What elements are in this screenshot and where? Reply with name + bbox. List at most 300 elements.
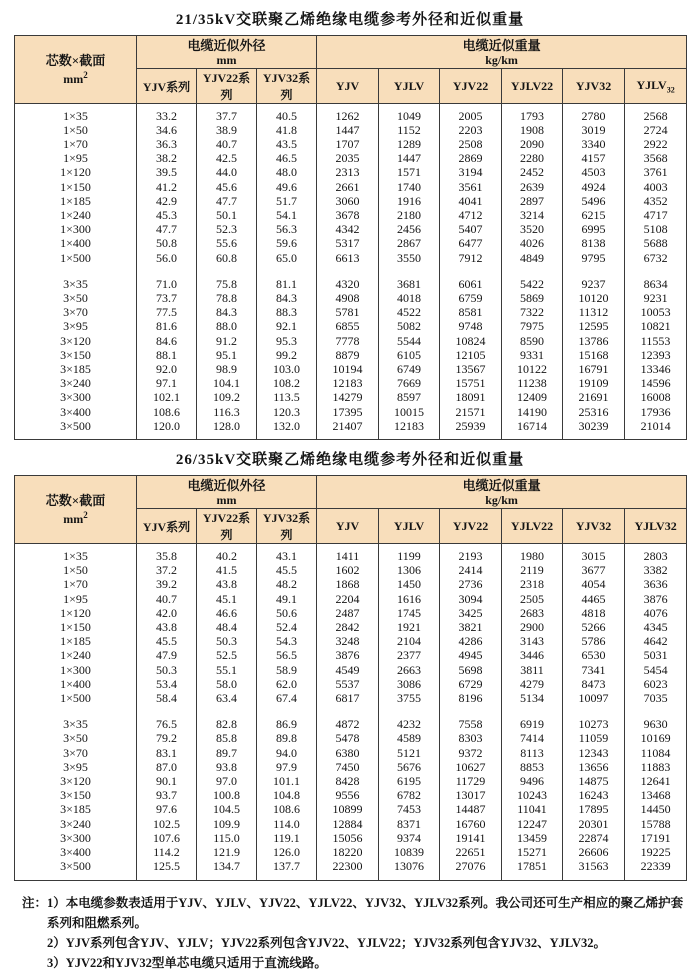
value-cell: 100.8 — [197, 788, 257, 802]
value-cell: 84.3 — [197, 305, 257, 319]
spec-cell: 1×300 — [15, 222, 137, 236]
value-cell: 10015 — [379, 405, 440, 419]
value-cell: 8597 — [379, 390, 440, 404]
value-cell: 60.8 — [197, 251, 257, 265]
value-cell: 4642 — [625, 634, 687, 648]
value-cell: 10120 — [563, 291, 625, 305]
spec-cell: 1×50 — [15, 563, 137, 577]
notes — [22, 893, 686, 973]
value-cell: 87.0 — [137, 760, 197, 774]
table-row — [15, 251, 687, 265]
value-cell: 3811 — [502, 663, 563, 677]
spec-cell: 1×50 — [15, 123, 137, 137]
value-cell: 2639 — [502, 180, 563, 194]
table-row — [15, 845, 687, 859]
value-cell: 36.3 — [137, 137, 197, 151]
value-cell: 108.2 — [257, 376, 317, 390]
value-cell: 3568 — [625, 151, 687, 165]
value-cell: 2180 — [379, 208, 440, 222]
value-cell: 9372 — [440, 746, 502, 760]
value-cell: 12595 — [563, 319, 625, 333]
value-cell: 1049 — [379, 109, 440, 123]
cable-table-section-21-35kv — [14, 5, 686, 440]
value-cell: 30239 — [563, 419, 625, 433]
table-row — [15, 109, 687, 123]
value-cell: 4924 — [563, 180, 625, 194]
value-cell: 3678 — [317, 208, 379, 222]
table-row — [15, 222, 687, 236]
value-cell: 4279 — [502, 677, 563, 691]
value-cell: 12393 — [625, 348, 687, 362]
value-cell: 1289 — [379, 137, 440, 151]
value-cell: 104.1 — [197, 376, 257, 390]
value-cell: 8590 — [502, 334, 563, 348]
value-cell: 52.4 — [257, 620, 317, 634]
value-cell: 2487 — [317, 606, 379, 620]
table-header — [15, 36, 687, 104]
spacer-cell — [440, 433, 502, 440]
table-row — [15, 165, 687, 179]
spacer-cell — [440, 705, 502, 717]
value-cell: 59.6 — [257, 236, 317, 250]
value-cell: 94.0 — [257, 746, 317, 760]
value-cell: 56.3 — [257, 222, 317, 236]
value-cell: 104.8 — [257, 788, 317, 802]
value-cell: 45.1 — [197, 592, 257, 606]
weight-column-header: YJV — [317, 69, 379, 104]
value-cell: 12183 — [379, 419, 440, 433]
spacer-row — [15, 433, 687, 440]
value-cell: 12105 — [440, 348, 502, 362]
value-cell: 16714 — [502, 419, 563, 433]
value-cell: 3060 — [317, 194, 379, 208]
spec-cell: 1×500 — [15, 251, 137, 265]
table-row — [15, 563, 687, 577]
value-cell: 38.2 — [137, 151, 197, 165]
table-row — [15, 291, 687, 305]
value-cell: 1745 — [379, 606, 440, 620]
value-cell: 11312 — [563, 305, 625, 319]
value-cell: 1306 — [379, 563, 440, 577]
value-cell: 2922 — [625, 137, 687, 151]
value-cell: 49.6 — [257, 180, 317, 194]
value-cell: 7414 — [502, 731, 563, 745]
value-cell: 6782 — [379, 788, 440, 802]
table-row — [15, 788, 687, 802]
spacer-cell — [563, 433, 625, 440]
value-cell: 2508 — [440, 137, 502, 151]
value-cell: 3248 — [317, 634, 379, 648]
spacer-row — [15, 873, 687, 880]
table-row — [15, 194, 687, 208]
spec-cell: 1×120 — [15, 606, 137, 620]
value-cell: 5676 — [379, 760, 440, 774]
spacer-cell — [257, 265, 317, 277]
notes-items — [47, 893, 686, 973]
table-row — [15, 208, 687, 222]
value-cell: 2377 — [379, 648, 440, 662]
value-cell: 4717 — [625, 208, 687, 222]
value-cell: 93.8 — [197, 760, 257, 774]
value-cell: 45.6 — [197, 180, 257, 194]
value-cell: 9331 — [502, 348, 563, 362]
value-cell: 44.0 — [197, 165, 257, 179]
spec-unit-sup: 2 — [83, 70, 88, 80]
spacer-cell — [257, 705, 317, 717]
value-cell: 67.4 — [257, 691, 317, 705]
value-cell: 49.1 — [257, 592, 317, 606]
value-cell: 7450 — [317, 760, 379, 774]
value-cell: 2803 — [625, 549, 687, 563]
value-cell: 4522 — [379, 305, 440, 319]
value-cell: 43.5 — [257, 137, 317, 151]
value-cell: 2090 — [502, 137, 563, 151]
table-title: 21/35kV交联聚乙烯绝缘电缆参考外径和近似重量 — [175, 12, 525, 28]
value-cell: 4286 — [440, 634, 502, 648]
diameter-group-header — [137, 36, 317, 69]
table-row — [15, 277, 687, 291]
spacer-cell — [502, 265, 563, 277]
value-cell: 18220 — [317, 845, 379, 859]
table-row — [15, 362, 687, 376]
group-unit: kg/km — [485, 492, 518, 507]
value-cell: 2414 — [440, 563, 502, 577]
value-cell: 3446 — [502, 648, 563, 662]
value-cell: 10821 — [625, 319, 687, 333]
group-label: 电缆近似外径 — [187, 37, 266, 53]
spec-cell: 3×120 — [15, 774, 137, 788]
value-cell: 88.1 — [137, 348, 197, 362]
value-cell: 5317 — [317, 236, 379, 250]
table-row — [15, 151, 687, 165]
value-cell: 39.5 — [137, 165, 197, 179]
value-cell: 1916 — [379, 194, 440, 208]
value-cell: 63.4 — [197, 691, 257, 705]
value-cell: 6855 — [317, 319, 379, 333]
table-row — [15, 419, 687, 433]
spec-cell: 3×95 — [15, 319, 137, 333]
table-title: 26/35kV交联聚乙烯绝缘电缆参考外径和近似重量 — [175, 452, 525, 469]
spec-cell: 3×240 — [15, 817, 137, 831]
value-cell: 25316 — [563, 405, 625, 419]
spec-cell: 3×50 — [15, 731, 137, 745]
value-cell: 5537 — [317, 677, 379, 691]
value-cell: 120.0 — [137, 419, 197, 433]
value-cell: 7669 — [379, 376, 440, 390]
value-cell: 22300 — [317, 859, 379, 873]
value-cell: 95.3 — [257, 334, 317, 348]
value-cell: 1571 — [379, 165, 440, 179]
value-cell: 1199 — [379, 549, 440, 563]
value-cell: 93.7 — [137, 788, 197, 802]
spacer-cell — [625, 265, 687, 277]
spec-cell: 3×185 — [15, 362, 137, 376]
value-cell: 17191 — [625, 831, 687, 845]
value-cell: 58.9 — [257, 663, 317, 677]
value-cell: 17395 — [317, 405, 379, 419]
value-cell: 12409 — [502, 390, 563, 404]
spec-cell: 1×150 — [15, 620, 137, 634]
value-cell: 10899 — [317, 802, 379, 816]
value-cell: 8634 — [625, 277, 687, 291]
value-cell: 55.6 — [197, 236, 257, 250]
spacer-cell — [137, 705, 197, 717]
weight-column-header: YJLV — [379, 69, 440, 104]
value-cell: 4818 — [563, 606, 625, 620]
value-cell: 4908 — [317, 291, 379, 305]
value-cell: 2568 — [625, 109, 687, 123]
value-cell: 6817 — [317, 691, 379, 705]
spacer-cell — [379, 265, 440, 277]
value-cell: 120.3 — [257, 405, 317, 419]
value-cell: 39.2 — [137, 577, 197, 591]
value-cell: 6749 — [379, 362, 440, 376]
value-cell: 41.5 — [197, 563, 257, 577]
spacer-cell — [563, 265, 625, 277]
spacer-cell — [502, 873, 563, 880]
value-cell: 102.1 — [137, 390, 197, 404]
value-cell: 21691 — [563, 390, 625, 404]
value-cell: 81.6 — [137, 319, 197, 333]
weight-column-header: YJLV22 — [502, 509, 563, 544]
value-cell: 17851 — [502, 859, 563, 873]
table-row — [15, 137, 687, 151]
spec-unit: $mm^2$ — [63, 510, 88, 527]
value-cell: 5544 — [379, 334, 440, 348]
value-cell: 1447 — [379, 151, 440, 165]
value-cell: 6195 — [379, 774, 440, 788]
value-cell: 5698 — [440, 663, 502, 677]
value-cell: 45.5 — [137, 634, 197, 648]
value-cell: 8371 — [379, 817, 440, 831]
value-cell: 7975 — [502, 319, 563, 333]
value-cell: 10824 — [440, 334, 502, 348]
spacer-cell — [625, 873, 687, 880]
spacer-cell — [197, 873, 257, 880]
value-cell: 14279 — [317, 390, 379, 404]
value-cell: 47.9 — [137, 648, 197, 662]
value-cell: 15056 — [317, 831, 379, 845]
value-cell: 7341 — [563, 663, 625, 677]
value-cell: 2842 — [317, 620, 379, 634]
spec-cell: 3×500 — [15, 859, 137, 873]
spec-label: 芯数×截面 — [45, 53, 106, 68]
value-cell: 54.3 — [257, 634, 317, 648]
value-cell: 132.0 — [257, 419, 317, 433]
value-cell: 11238 — [502, 376, 563, 390]
spec-cell: 1×150 — [15, 180, 137, 194]
value-cell: 92.0 — [137, 362, 197, 376]
value-cell: 17936 — [625, 405, 687, 419]
value-cell: 109.9 — [197, 817, 257, 831]
spec-cell: 3×95 — [15, 760, 137, 774]
value-cell: 4054 — [563, 577, 625, 591]
table-row — [15, 334, 687, 348]
value-cell: 4157 — [563, 151, 625, 165]
value-cell: 1707 — [317, 137, 379, 151]
value-cell: 4503 — [563, 165, 625, 179]
value-cell: 42.0 — [137, 606, 197, 620]
value-cell: 13567 — [440, 362, 502, 376]
spacer-cell — [317, 873, 379, 880]
value-cell: 128.0 — [197, 419, 257, 433]
value-cell: 6477 — [440, 236, 502, 250]
value-cell: 7035 — [625, 691, 687, 705]
value-cell: 47.7 — [197, 194, 257, 208]
value-cell: 37.2 — [137, 563, 197, 577]
value-cell: 3019 — [563, 123, 625, 137]
value-cell: 4352 — [625, 194, 687, 208]
table-row — [15, 717, 687, 731]
table-row — [15, 606, 687, 620]
value-cell: 73.7 — [137, 291, 197, 305]
value-cell: 6613 — [317, 251, 379, 265]
value-cell: 58.0 — [197, 677, 257, 691]
spacer-cell — [15, 705, 137, 717]
table-row — [15, 376, 687, 390]
value-cell: 10243 — [502, 788, 563, 802]
value-cell: 1450 — [379, 577, 440, 591]
value-cell: 5786 — [563, 634, 625, 648]
value-cell: 17895 — [563, 802, 625, 816]
value-cell: 4849 — [502, 251, 563, 265]
value-cell: 26606 — [563, 845, 625, 859]
table-row — [15, 760, 687, 774]
value-cell: 7778 — [317, 334, 379, 348]
value-cell: 35.8 — [137, 549, 197, 563]
table-row — [15, 319, 687, 333]
value-cell: 90.1 — [137, 774, 197, 788]
value-cell: 10194 — [317, 362, 379, 376]
table-row — [15, 802, 687, 816]
spacer-cell — [257, 873, 317, 880]
value-cell: 51.7 — [257, 194, 317, 208]
value-cell: 6732 — [625, 251, 687, 265]
spec-cell: 3×120 — [15, 334, 137, 348]
value-cell: 16791 — [563, 362, 625, 376]
spacer-cell — [137, 873, 197, 880]
value-cell: 19109 — [563, 376, 625, 390]
weight-column-header: YJLV — [379, 509, 440, 544]
value-cell: 55.1 — [197, 663, 257, 677]
value-cell: 88.0 — [197, 319, 257, 333]
cable-spec-table — [14, 475, 687, 880]
value-cell: 11059 — [563, 731, 625, 745]
value-cell: 85.8 — [197, 731, 257, 745]
value-cell: 52.5 — [197, 648, 257, 662]
spec-header — [15, 476, 137, 544]
value-cell: 22651 — [440, 845, 502, 859]
value-cell: 1740 — [379, 180, 440, 194]
table-row — [15, 305, 687, 319]
value-cell: 88.3 — [257, 305, 317, 319]
value-cell: 14596 — [625, 376, 687, 390]
value-cell: 76.5 — [137, 717, 197, 731]
diameter-column-header: YJV系列 — [137, 69, 197, 104]
value-cell: 8473 — [563, 677, 625, 691]
value-cell: 5121 — [379, 746, 440, 760]
spec-cell: 1×240 — [15, 648, 137, 662]
value-cell: 3561 — [440, 180, 502, 194]
value-cell: 2452 — [502, 165, 563, 179]
value-cell: 7912 — [440, 251, 502, 265]
value-cell: 104.5 — [197, 802, 257, 816]
value-cell: 13017 — [440, 788, 502, 802]
value-cell: 81.1 — [257, 277, 317, 291]
spacer-cell — [440, 873, 502, 880]
value-cell: 3677 — [563, 563, 625, 577]
spacer-cell — [625, 705, 687, 717]
value-cell: 83.1 — [137, 746, 197, 760]
table-body — [15, 544, 687, 880]
spec-cell: 1×400 — [15, 236, 137, 250]
weight-column-header: YJLV32 — [625, 509, 687, 544]
value-cell: 89.7 — [197, 746, 257, 760]
value-cell: 13076 — [379, 859, 440, 873]
spec-cell: 1×400 — [15, 677, 137, 691]
value-cell: 3086 — [379, 677, 440, 691]
spec-cell: 1×70 — [15, 577, 137, 591]
value-cell: 98.9 — [197, 362, 257, 376]
value-cell: 2203 — [440, 123, 502, 137]
value-cell: 89.8 — [257, 731, 317, 745]
value-cell: 6023 — [625, 677, 687, 691]
value-cell: 125.5 — [137, 859, 197, 873]
value-cell: 6995 — [563, 222, 625, 236]
table-body — [15, 104, 687, 440]
table-row — [15, 817, 687, 831]
value-cell: 21571 — [440, 405, 502, 419]
value-cell: 14190 — [502, 405, 563, 419]
value-cell: 71.0 — [137, 277, 197, 291]
value-cell: 77.5 — [137, 305, 197, 319]
value-cell: 3681 — [379, 277, 440, 291]
value-cell: 3382 — [625, 563, 687, 577]
value-cell: 42.5 — [197, 151, 257, 165]
spacer-cell — [379, 433, 440, 440]
value-cell: 3755 — [379, 691, 440, 705]
value-cell: 2897 — [502, 194, 563, 208]
weight-column-sub: 32 — [666, 85, 675, 95]
value-cell: 9630 — [625, 717, 687, 731]
value-cell: 5134 — [502, 691, 563, 705]
value-cell: 9748 — [440, 319, 502, 333]
weight-column-header: YJV22 — [440, 69, 502, 104]
value-cell: 4465 — [563, 592, 625, 606]
value-cell: 10053 — [625, 305, 687, 319]
value-cell: 21407 — [317, 419, 379, 433]
group-unit: mm — [216, 52, 237, 67]
table-row — [15, 677, 687, 691]
value-cell: 40.5 — [257, 109, 317, 123]
value-cell: 15788 — [625, 817, 687, 831]
spec-cell: 3×70 — [15, 305, 137, 319]
value-cell: 3761 — [625, 165, 687, 179]
value-cell: 50.1 — [197, 208, 257, 222]
table-row — [15, 577, 687, 591]
spacer-cell — [379, 873, 440, 880]
value-cell: 46.6 — [197, 606, 257, 620]
table-row — [15, 405, 687, 419]
diameter-column-header: YJV系列 — [137, 509, 197, 544]
value-cell: 8113 — [502, 746, 563, 760]
spacer-cell — [15, 873, 137, 880]
value-cell: 43.8 — [137, 620, 197, 634]
value-cell: 97.0 — [197, 774, 257, 788]
value-cell: 13459 — [502, 831, 563, 845]
cable-spec-table — [14, 35, 687, 440]
value-cell: 97.6 — [137, 802, 197, 816]
